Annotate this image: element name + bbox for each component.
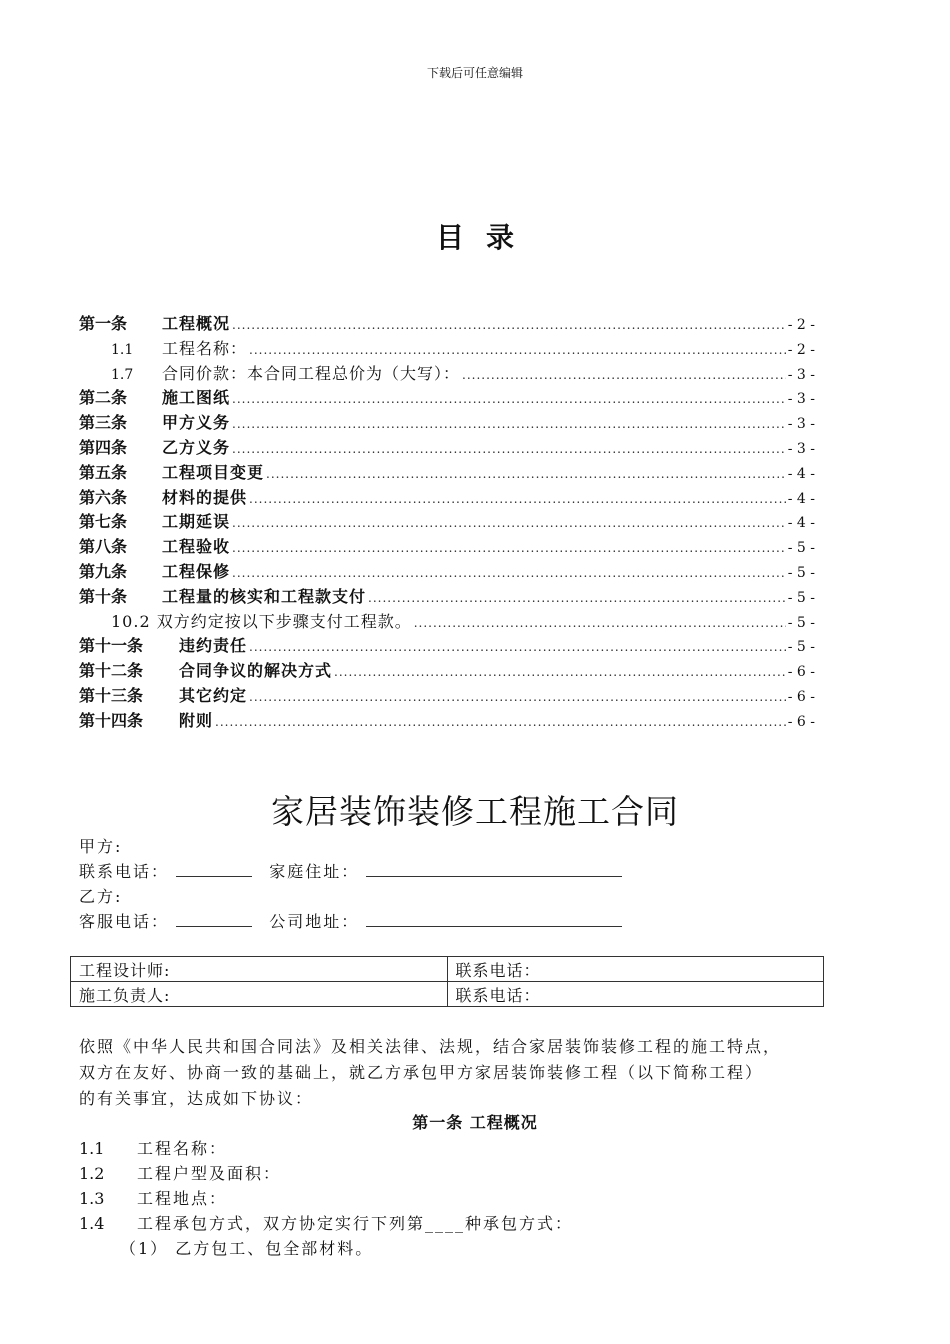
table-row	[71, 957, 824, 982]
toc-leader-dots	[232, 541, 786, 555]
toc-entry-page: - 5 -	[787, 589, 815, 606]
toc-entry-page: - 3 -	[787, 440, 815, 457]
party-b-address-label: 公司地址：	[269, 912, 360, 931]
intro-line: 依照《中华人民共和国合同法》及相关法律、法规，结合家居装饰装修工程的施工特点，	[79, 1037, 782, 1056]
clause-text: 工程承包方式，双方协定实行下列第____种承包方式：	[137, 1214, 574, 1233]
toc-entry[interactable]	[79, 435, 815, 460]
table-of-contents	[79, 311, 815, 733]
toc-entry[interactable]	[79, 485, 815, 510]
toc-entry-page: - 3 -	[787, 416, 815, 433]
toc-entry-label: 工程量的核实和工程款支付	[162, 586, 367, 606]
party-b-phone-label: 客服电话：	[79, 912, 170, 931]
toc-entry-page: - 2 -	[787, 317, 815, 333]
party-a-address-label: 家庭住址：	[269, 862, 360, 881]
toc-leader-dots	[249, 492, 786, 506]
toc-entry-page: - 6 -	[787, 713, 815, 730]
party-b-address-blank[interactable]	[366, 912, 622, 927]
toc-entry-page: - 3 -	[787, 366, 815, 383]
clause-item	[79, 1136, 227, 1159]
toc-entry[interactable]	[79, 584, 815, 609]
toc-leader-dots	[462, 368, 786, 382]
supervisor-phone-cell[interactable]: 联系电话：	[447, 982, 824, 1007]
designer-phone-cell[interactable]: 联系电话：	[447, 957, 824, 982]
clause-number: 1.4	[79, 1214, 105, 1233]
toc-entry-number: 第十条	[79, 586, 128, 606]
toc-entry[interactable]	[79, 336, 815, 361]
intro-paragraph	[79, 1034, 839, 1112]
toc-entry-page: - 5 -	[787, 564, 815, 581]
clause-number: 1.2	[79, 1164, 105, 1183]
party-b-contact-line	[79, 909, 622, 932]
toc-leader-dots	[232, 318, 786, 332]
toc-entry-number: 第十二条	[79, 661, 144, 681]
toc-entry-number: 第十三条	[79, 685, 144, 705]
toc-title: 目录	[435, 221, 536, 254]
clause-item	[79, 1186, 227, 1209]
toc-entry-label: 合同价款：本合同工程总价为（大写）：	[162, 363, 461, 383]
toc-leader-dots	[232, 516, 786, 530]
toc-entry-page: - 4 -	[787, 490, 815, 507]
supervisor-cell[interactable]: 施工负责人:	[71, 982, 448, 1007]
toc-entry-page: - 5 -	[787, 540, 815, 557]
table-row	[71, 982, 824, 1007]
toc-entry-number: 第八条	[79, 537, 128, 557]
toc-entry-number: 1.1	[111, 341, 134, 358]
clause-number: 1.1	[79, 1139, 105, 1158]
toc-entry[interactable]	[79, 509, 815, 534]
toc-entry[interactable]	[79, 385, 815, 410]
toc-leader-dots	[215, 715, 786, 729]
clause-text: 工程名称：	[137, 1139, 228, 1158]
party-b-label: 乙方:	[79, 887, 123, 906]
toc-entry-label: 工期延误	[162, 512, 231, 532]
intro-line: 的有关事宜，达成如下协议：	[79, 1089, 314, 1108]
toc-entry-label: 施工图纸	[162, 388, 231, 408]
toc-entry-page: - 6 -	[787, 688, 815, 705]
toc-entry-number: 1.7	[111, 366, 134, 383]
toc-entry-number: 第七条	[79, 512, 128, 532]
toc-entry[interactable]	[79, 534, 815, 559]
toc-leader-dots	[249, 343, 786, 357]
toc-entry-label: 附则	[179, 710, 214, 730]
toc-entry-label: 材料的提供	[162, 487, 248, 507]
toc-entry-label: 其它约定	[179, 685, 248, 705]
toc-entry-number: 第九条	[79, 561, 128, 581]
toc-entry[interactable]	[79, 658, 815, 683]
toc-leader-dots	[414, 616, 786, 630]
toc-entry[interactable]	[79, 361, 815, 386]
party-a-address-blank[interactable]	[366, 862, 622, 877]
party-a-label: 甲方:	[79, 837, 123, 856]
page-header: 下载后可任意编辑	[426, 66, 523, 80]
clause-text: 工程地点：	[137, 1189, 228, 1208]
toc-entry-label: 乙方义务	[162, 437, 231, 457]
clause-number: 1.3	[79, 1189, 105, 1208]
toc-entry-page: - 4 -	[787, 465, 815, 482]
clause-text: 工程户型及面积：	[137, 1164, 282, 1183]
party-a-phone-blank[interactable]	[176, 862, 252, 877]
toc-entry-number: 第四条	[79, 437, 128, 457]
toc-leader-dots	[249, 640, 786, 654]
toc-entry[interactable]	[79, 559, 815, 584]
toc-entry-label: 工程概况	[162, 314, 231, 333]
toc-entry-number: 第十一条	[79, 636, 144, 656]
toc-entry[interactable]	[79, 708, 815, 733]
staff-contact-table	[70, 956, 824, 1007]
intro-line: 双方在友好、协商一致的基础上，就乙方承包甲方家居装饰装修工程（以下简称工程）	[79, 1063, 764, 1082]
toc-entry-number: 第二条	[79, 388, 128, 408]
toc-leader-dots	[368, 591, 786, 605]
toc-entry[interactable]	[79, 460, 815, 485]
toc-entry-label: 违约责任	[179, 636, 248, 656]
toc-entry[interactable]	[79, 311, 815, 336]
toc-entry-page: - 2 -	[787, 341, 815, 358]
toc-entry[interactable]	[79, 683, 815, 708]
toc-entry[interactable]	[79, 633, 815, 658]
clause-item	[79, 1161, 281, 1184]
toc-leader-dots	[232, 442, 786, 456]
toc-entry-page: - 5 -	[787, 614, 815, 631]
clause-item	[79, 1211, 573, 1234]
toc-leader-dots	[232, 566, 786, 580]
toc-leader-dots	[232, 417, 786, 431]
toc-entry-number: 第三条	[79, 413, 128, 433]
toc-entry-page: - 5 -	[787, 639, 815, 656]
toc-entry[interactable]	[79, 410, 815, 435]
toc-entry-label: 10.2 双方约定按以下步骤支付工程款。	[111, 611, 412, 631]
toc-entry-number: 第十四条	[79, 710, 144, 730]
party-b-phone-blank[interactable]	[176, 912, 252, 927]
toc-entry-label: 工程保修	[162, 561, 231, 581]
toc-leader-dots	[266, 467, 786, 481]
section-heading: 第一条 工程概况	[412, 1113, 538, 1132]
toc-entry-label: 工程名称：	[162, 338, 248, 358]
designer-cell[interactable]: 工程设计师:	[71, 957, 448, 982]
contract-title: 家居装饰装修工程施工合同	[271, 792, 679, 831]
toc-entry[interactable]	[79, 609, 815, 634]
contract-option-item: （1） 乙方包工、包全部材料。	[120, 1239, 374, 1258]
toc-entry-number: 第一条	[79, 314, 128, 333]
toc-entry-page: - 3 -	[787, 391, 815, 408]
toc-entry-number: 第六条	[79, 487, 128, 507]
toc-leader-dots	[334, 665, 786, 679]
toc-leader-dots	[249, 690, 786, 704]
toc-entry-label: 工程项目变更	[162, 462, 265, 482]
party-a-contact-line	[79, 859, 622, 882]
toc-entry-page: - 4 -	[787, 515, 815, 532]
toc-entry-page: - 6 -	[787, 664, 815, 681]
toc-leader-dots	[232, 392, 786, 406]
toc-entry-label: 工程验收	[162, 537, 231, 557]
party-a-phone-label: 联系电话：	[79, 862, 170, 881]
toc-entry-number: 第五条	[79, 462, 128, 482]
toc-entry-label: 甲方义务	[162, 413, 231, 433]
toc-entry-label: 合同争议的解决方式	[179, 661, 333, 681]
